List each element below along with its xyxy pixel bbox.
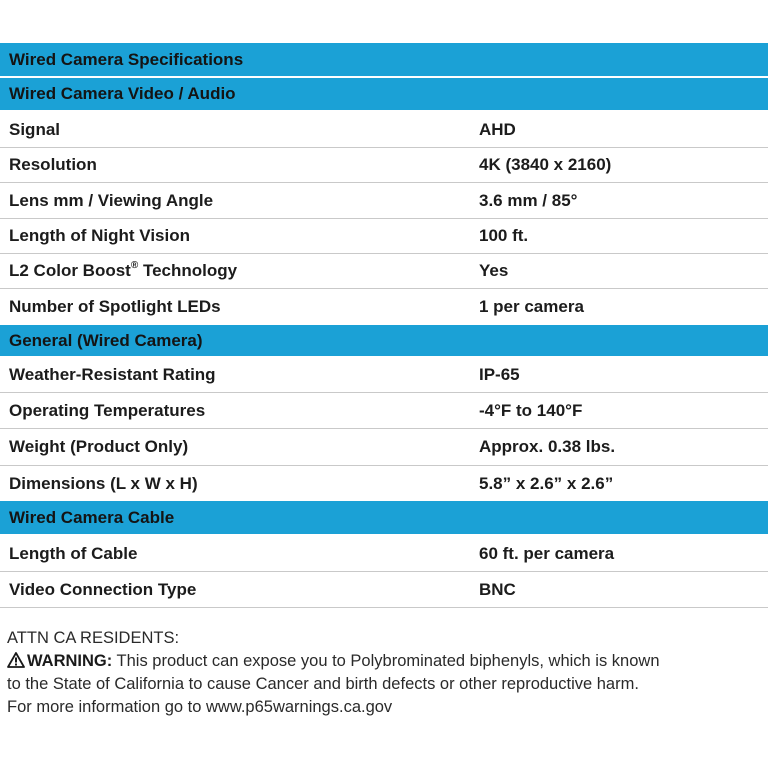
row-value: 60 ft. per camera [479, 543, 615, 563]
row-label-suffix: Technology [138, 261, 238, 280]
table-row [0, 148, 768, 183]
section-title: Wired Camera Specifications [9, 49, 244, 69]
table-row [0, 466, 768, 501]
warning-text-line-2: to the State of California to cause Cancer and birth defects or other reproductive harm. [7, 675, 639, 693]
table-row [0, 254, 768, 289]
row-value: -4°F to 140°F [479, 400, 583, 420]
row-value: Approx. 0.38 lbs. [479, 437, 616, 456]
row-label-main: L2 Color Boost [9, 261, 131, 280]
warning-title: WARNING: [27, 652, 113, 670]
attn-line: ATTN CA RESIDENTS: [7, 629, 180, 647]
row-value: 5.8” x 2.6” x 2.6” [479, 473, 614, 493]
spec-table [0, 43, 768, 608]
row-value: AHD [479, 119, 516, 139]
row-value: Yes [479, 261, 509, 280]
row-label: Dimensions (L x W x H) [9, 473, 198, 493]
section-header-general [0, 325, 768, 358]
row-value: 3.6 mm / 85° [479, 190, 578, 210]
row-value: BNC [479, 579, 516, 599]
row-label: Length of Cable [9, 543, 138, 563]
prop65-notice [7, 627, 762, 719]
section-title: Wired Camera Video / Audio [9, 84, 236, 103]
section-title: General (Wired Camera) [9, 330, 203, 350]
section-header-specifications [0, 43, 768, 78]
row-label: Weight (Product Only) [9, 437, 189, 456]
row-label [0, 261, 470, 281]
row-label: Weather-Resistant Rating [9, 365, 216, 384]
row-value: IP-65 [479, 365, 520, 384]
table-row [0, 219, 768, 254]
warning-triangle-icon [7, 652, 25, 668]
row-label: Number of Spotlight LEDs [9, 297, 221, 316]
table-row [0, 183, 768, 219]
warning-link-line: For more information go to www.p65warnings.ca.gov [7, 698, 393, 716]
row-label: Operating Temperatures [9, 400, 206, 420]
table-row [0, 429, 768, 466]
warning-line [7, 650, 762, 673]
section-header-video-audio [0, 78, 768, 112]
warning-text: This product can expose you to Polybrominated biphenyls, which is known [112, 652, 660, 670]
table-row [0, 572, 768, 608]
row-value: 4K (3840 x 2160) [479, 155, 612, 174]
section-title: Wired Camera Cable [9, 507, 175, 527]
row-label: Length of Night Vision [9, 226, 190, 245]
row-label: Video Connection Type [9, 579, 197, 599]
registered-mark: ® [130, 260, 139, 271]
table-row [0, 536, 768, 572]
row-label: Resolution [9, 155, 97, 174]
table-row [0, 289, 768, 325]
table-row [0, 358, 768, 393]
row-value: 1 per camera [479, 297, 584, 316]
table-row [0, 112, 768, 148]
row-value: 100 ft. [479, 226, 529, 245]
row-label: Lens mm / Viewing Angle [9, 190, 214, 210]
table-row [0, 393, 768, 429]
row-label: Signal [9, 119, 61, 139]
section-header-cable [0, 501, 768, 536]
